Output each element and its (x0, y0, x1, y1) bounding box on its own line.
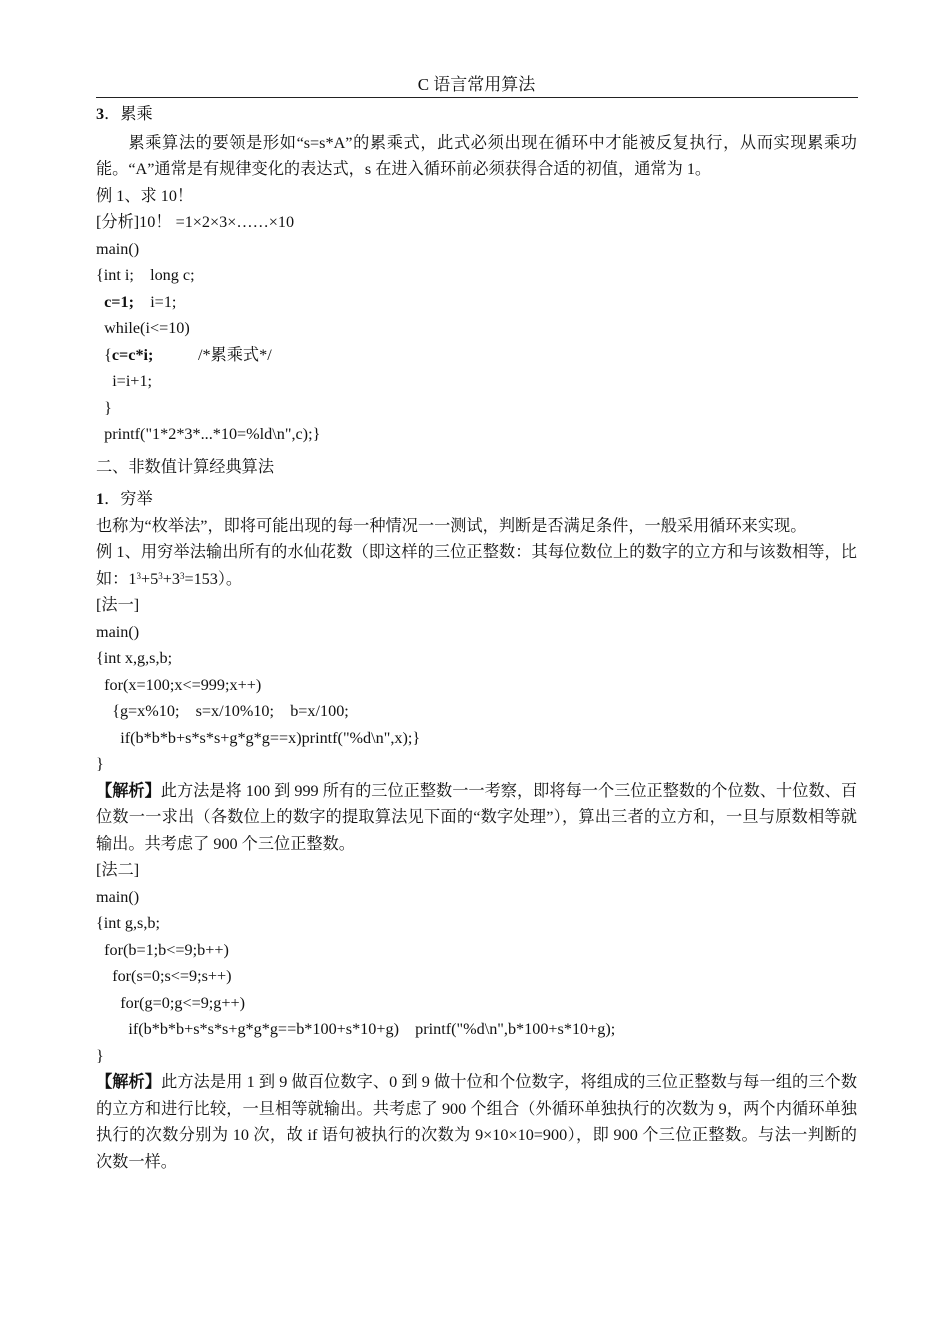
method-2-code-block (96, 884, 857, 1070)
code-line: {g=x%10; s=x/10%10; b=x/100; (96, 702, 349, 720)
section-1-title: ．穷举 (104, 490, 153, 508)
code-line (96, 395, 857, 422)
section-1-description: 也称为“枚举法”，即将可能出现的每一种情况一一测试，判断是否满足条件，一般采用循环来实现。 (96, 516, 807, 535)
code-line: for(b=1;b<=9;b++) (96, 940, 229, 959)
code-line: {int x,g,s,b; (96, 649, 173, 667)
section-3-heading (96, 101, 857, 128)
code-line (96, 368, 857, 395)
method-2-label: [法二] (96, 861, 140, 879)
code-bold-init: c=1; (104, 292, 134, 311)
code-line (96, 315, 857, 342)
section-3-example: 例 1、求 10！ (96, 186, 194, 205)
code-text: { (104, 345, 112, 364)
method-2-explanation (96, 1069, 857, 1175)
code-line: for(s=0;s<=9;s++) (96, 967, 232, 985)
code-line: if(b*b*b+s*s*s+g*g*g==b*100+s*10+g) printf("%d\n",b*100+s*10+g); (96, 1020, 616, 1038)
part-2-heading: 二、非数值计算经典算法 (96, 457, 275, 476)
code-line (96, 289, 857, 316)
page-header: C 语言常用算法 (417, 75, 536, 94)
code-line: {int i; long c; (96, 266, 195, 284)
section-3-code-block (96, 236, 857, 448)
explanation-text: 此方法是用 1 到 9 做百位数字、0 到 9 做十位和个位数字，将组成的三位正整数与每一组的三个数的立方和进行比较，一旦相等就输出。共考虑了 900 个组合（外循环单独执行的次数为 9，两个内循环单独执行的次数分别为 10 次，故 if 语句被执行的次数为 9×10×10=900），即 900 个三位正整数。与法一判断的次数一样。 (96, 1073, 858, 1171)
code-line: for(g=0;g<=9;g++) (96, 993, 246, 1012)
code-line: } (96, 1046, 104, 1065)
code-text: i=i+1; (112, 372, 153, 390)
section-1-example: 例 1、用穷举法输出所有的水仙花数（即这样的三位正整数：其每位数位上的数字的立方和与该数相等，比如：$1^3+5^3+3^3=153$）。 (96, 543, 857, 588)
section-1-number: 1 (96, 490, 105, 508)
method-1-label: [法一] (96, 596, 140, 614)
explanation-label: 【解析】 (96, 781, 161, 800)
explanation-label: 【解析】 (96, 1073, 162, 1091)
code-line (96, 421, 857, 448)
code-line: main() (96, 887, 140, 906)
header-rule (96, 97, 858, 98)
code-line: for(x=100;x<=999;x++) (96, 675, 262, 694)
code-text: } (104, 398, 112, 417)
explanation-text: 此方法是将 100 到 999 所有的三位正整数一一考察，即将每一个三位正整数的个位数、十位数、百位数一一求出（各数位上的数字的提取算法见下面的“数字处理”），算出三者的立方和，一旦与原数相等就输出。共考虑了 900 个三位正整数。 (96, 781, 858, 853)
method-1-explanation (96, 778, 857, 858)
code-line: {int g,s,b; (96, 914, 160, 932)
method-1-code-block (96, 619, 857, 778)
code-text: i=1; (134, 292, 177, 311)
section-3-title: ．累乘 (104, 105, 153, 123)
code-comment: /*累乘式*/ (153, 345, 272, 364)
code-line: main() (96, 239, 140, 258)
code-bold-product: c=c*i; (111, 345, 154, 364)
code-text: printf("1*2*3*...*10=%ld\n",c);} (104, 425, 321, 443)
page-content (96, 101, 857, 1175)
code-line: if(b*b*b+s*s*s+g*g*g==x)printf("%d\n",x);} (96, 728, 421, 747)
code-line: main() (96, 622, 140, 641)
section-3-number: 3 (96, 105, 105, 123)
code-line: } (96, 755, 104, 773)
section-3-intro: 累乘算法的要领是形如“s=s*A”的累乘式，此式必须出现在循环中才能被反复执行，从而实现累乘功能。“A”通常是有规律变化的表达式，s 在进入循环前必须获得合适的初值，通常为 1。 (96, 133, 857, 178)
code-line (96, 342, 857, 369)
section-3-analysis: [分析]10！ =1×2×3×……×10 (96, 213, 295, 231)
code-text: while(i<=10) (104, 319, 190, 337)
section-1-heading (96, 486, 857, 513)
